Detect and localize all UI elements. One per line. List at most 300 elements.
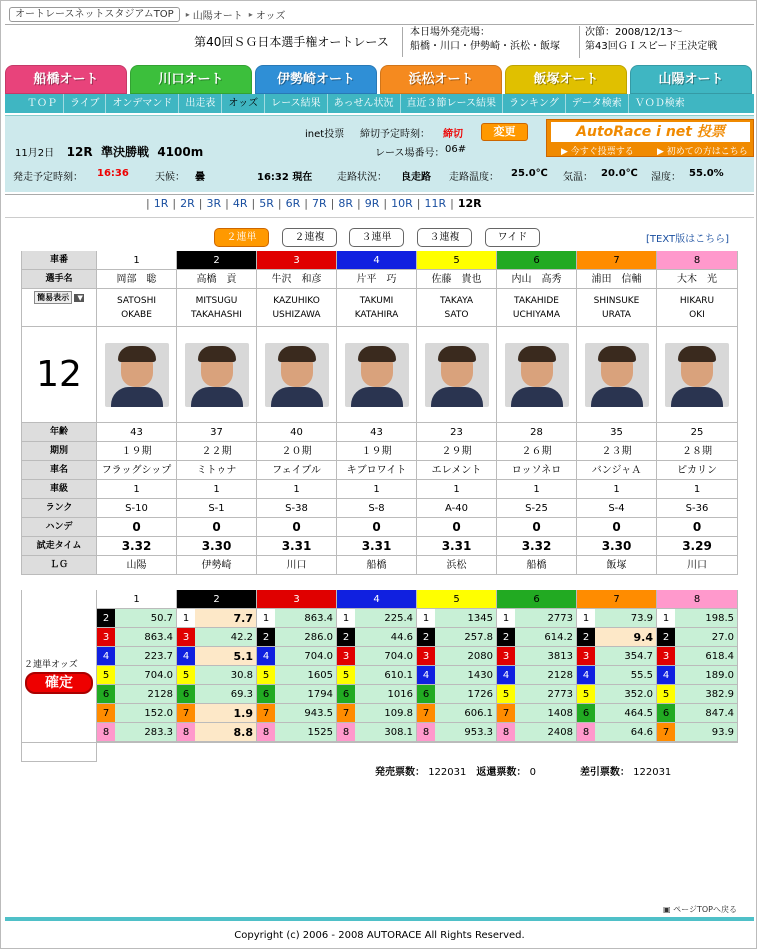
offsite-sales-label: 本日場外発売場： xyxy=(410,27,490,38)
odds-cell[interactable] xyxy=(417,666,497,685)
table-row-lg xyxy=(21,556,738,575)
current-time: 16:32 現在 xyxy=(257,172,313,183)
odds-value: 606.1 xyxy=(435,704,496,722)
odds-value: 50.7 xyxy=(115,609,176,627)
rider-7-name: 浦田 信輔 xyxy=(577,270,657,289)
odds-second-number: 5 xyxy=(97,666,115,684)
venue-tab-6[interactable]: 山陽オート xyxy=(630,65,752,94)
race-nav-separator: | xyxy=(330,197,335,210)
odds-cell[interactable] xyxy=(97,685,177,704)
race-nav-separator: | xyxy=(304,197,308,210)
race-nav-5R[interactable]: 5R xyxy=(259,197,274,210)
odds-value: 42.2 xyxy=(195,628,256,646)
row-label-roma xyxy=(21,289,97,327)
rider-1-cls: 1 xyxy=(97,480,177,499)
odds-cell[interactable] xyxy=(657,666,738,685)
rider-7-rank: S-4 xyxy=(577,499,657,518)
rider-4-photo xyxy=(337,327,417,423)
menu-item-3[interactable]: オンデマンド xyxy=(105,94,178,113)
odds-value: 863.4 xyxy=(115,628,176,646)
odds-cell[interactable] xyxy=(337,628,417,647)
row-label-trial: 試走タイム xyxy=(21,537,97,556)
odds-cell[interactable] xyxy=(497,685,577,704)
rider-4-age: 43 xyxy=(337,423,417,442)
odds-cell[interactable] xyxy=(577,666,657,685)
rider-roman-last: TAKAHASHI xyxy=(191,310,242,320)
rider-roman-first: HIKARU xyxy=(679,296,715,306)
odds-cell[interactable] xyxy=(417,685,497,704)
odds-cell[interactable] xyxy=(97,647,177,666)
race-nav-10R[interactable]: 10R xyxy=(391,197,413,210)
rider-3-rank: S-38 xyxy=(257,499,337,518)
rider-8-roma xyxy=(657,289,738,327)
odds-cell[interactable] xyxy=(497,666,577,685)
rider-8-cls: 1 xyxy=(657,480,738,499)
rider-2-term: ２２期 xyxy=(177,442,257,461)
odds-cell[interactable] xyxy=(577,723,657,742)
odds-cell[interactable] xyxy=(657,628,738,647)
odds-cell[interactable] xyxy=(417,704,497,723)
rider-8-name: 大木 光 xyxy=(657,270,738,289)
odds-second-number: 2 xyxy=(337,628,355,646)
odds-value: 704.0 xyxy=(115,666,176,684)
race-nav-9R[interactable]: 9R xyxy=(364,197,380,210)
net-count: 差引票数： 122031 xyxy=(579,767,672,778)
menu-item-9[interactable]: ランキング xyxy=(502,94,565,113)
rider-2-handi: 0 xyxy=(177,518,257,537)
row-label-handi: ハンデ xyxy=(21,518,97,537)
venue-tab-2[interactable]: 川口オート xyxy=(130,65,252,94)
menu-item-6[interactable]: レース結果 xyxy=(264,94,327,113)
divider xyxy=(5,194,754,195)
rider-6-handi: 0 xyxy=(497,518,577,537)
rider-7-age: 35 xyxy=(577,423,657,442)
row-label-photo xyxy=(21,327,97,423)
odds-second-number: 2 xyxy=(257,628,275,646)
start-time-value: 16:36 xyxy=(97,168,129,179)
rider-1-name: 岡部 聡 xyxy=(97,270,177,289)
odds-cell[interactable] xyxy=(257,685,337,704)
rider-roman-first: SATOSHI xyxy=(116,296,157,306)
rider-photo xyxy=(585,343,649,407)
rider-2-roma xyxy=(177,289,257,327)
banner-title: AutoRace i net 投票 xyxy=(551,122,750,142)
odds-row xyxy=(97,723,757,742)
race-nav-3R[interactable]: 3R xyxy=(206,197,222,210)
odds-cell[interactable] xyxy=(337,704,417,723)
rider-2-name: 高橋 貢 xyxy=(177,270,257,289)
rider-roman-last: OKABE xyxy=(121,310,152,320)
rider-5-handi: 0 xyxy=(417,518,497,537)
weather-label: 天候： xyxy=(155,172,185,183)
odds-cell[interactable] xyxy=(97,704,177,723)
rider-3-bike: フェイブル xyxy=(257,461,337,480)
menu-item-8[interactable]: 直近３節レース結果 xyxy=(400,94,503,113)
odds-value: 223.7 xyxy=(115,647,176,665)
odds-second-number: 4 xyxy=(177,647,195,665)
race-number: 12R xyxy=(66,145,93,159)
odds-value: 44.6 xyxy=(355,628,416,646)
odds-value: 863.4 xyxy=(275,609,336,627)
odds-cell[interactable] xyxy=(657,647,738,666)
odds-second-number: 5 xyxy=(577,685,595,703)
odds-cell[interactable] xyxy=(337,685,417,704)
rider-photo xyxy=(505,343,569,407)
table-row-cls xyxy=(21,480,738,499)
rider-5-bike: エレメント xyxy=(417,461,497,480)
odds-value: 382.9 xyxy=(675,685,737,703)
race-nav-2R[interactable]: 2R xyxy=(180,197,195,210)
odds-second-number: 6 xyxy=(577,704,595,722)
weather-value: 曇 xyxy=(195,172,205,183)
menu-item-1[interactable]: ＴＯＰ xyxy=(27,98,57,109)
odds-value: 1525 xyxy=(275,723,336,741)
odds-second-number: 4 xyxy=(497,666,515,684)
odds-value: 27.0 xyxy=(675,628,737,646)
odds-cell[interactable] xyxy=(657,704,738,723)
humidity-label: 湿度： xyxy=(651,172,681,183)
odds-cell[interactable] xyxy=(417,647,497,666)
odds-cell[interactable] xyxy=(177,628,257,647)
odds-row xyxy=(97,704,757,723)
rider-4-cls: 1 xyxy=(337,480,417,499)
venue-tab-5[interactable]: 飯塚オート xyxy=(505,65,627,94)
breadcrumb-venue[interactable]: 山陽オート xyxy=(192,10,243,22)
inet-vote-banner[interactable] xyxy=(546,119,754,157)
page-top-link[interactable]: ▣ ページTOPへ戻る xyxy=(663,905,737,914)
odds-value: 618.4 xyxy=(675,647,737,665)
race-nav-1R[interactable]: 1R xyxy=(153,197,169,210)
rider-2-bike: ミトゥナ xyxy=(177,461,257,480)
track-value: 良走路 xyxy=(401,172,431,183)
odds-header-4: 4 xyxy=(337,590,417,609)
track-label: 走路状況： xyxy=(337,172,387,183)
odds-cell[interactable] xyxy=(497,723,577,742)
odds-second-number: 8 xyxy=(97,723,115,741)
odds-cell[interactable] xyxy=(337,609,417,628)
next-series-name: 第43回ＧＩスピード王決定戦 xyxy=(585,41,718,52)
odds-second-number: 2 xyxy=(497,628,515,646)
rider-6-photo xyxy=(497,327,577,423)
sales-count: 発売票数： 122031 xyxy=(375,767,467,778)
race-nav-4R[interactable]: 4R xyxy=(232,197,248,210)
odds-cell[interactable] xyxy=(97,609,177,628)
odds-cell[interactable] xyxy=(257,647,337,666)
race-nav-separator: | xyxy=(357,197,361,210)
odds-cell[interactable] xyxy=(417,609,497,628)
race-distance: 4100m xyxy=(157,145,204,159)
rider-7-photo xyxy=(577,327,657,423)
row-label-rank: ランク xyxy=(21,499,97,518)
odds-second-number: 8 xyxy=(337,723,355,741)
odds-value: 198.5 xyxy=(675,609,737,627)
bet-type-button-1[interactable]: ２連単 xyxy=(214,228,269,247)
rider-photo xyxy=(105,343,169,407)
rider-photo xyxy=(185,343,249,407)
odds-value: 152.0 xyxy=(115,704,176,722)
bet-type-button-3[interactable]: ３連単 xyxy=(349,228,404,247)
odds-second-number: 1 xyxy=(497,609,515,627)
odds-cell[interactable] xyxy=(497,704,577,723)
odds-second-number: 1 xyxy=(177,609,195,627)
rider-roman-first: KAZUHIKO xyxy=(273,296,320,306)
row-label-cls: 車級 xyxy=(21,480,97,499)
table-row-trial xyxy=(21,537,738,556)
start-time-label: 発走予定時刻： xyxy=(13,172,83,183)
odds-cell[interactable] xyxy=(177,685,257,704)
odds-cell[interactable] xyxy=(497,647,577,666)
odds-cell[interactable] xyxy=(657,723,738,742)
rider-1-num: 1 xyxy=(97,251,177,270)
odds-second-number: 7 xyxy=(97,704,115,722)
race-nav-12R[interactable]: 12R xyxy=(457,197,482,210)
race-series-title: 第40回ＳＧ日本選手権オートレース xyxy=(181,27,403,57)
odds-cell[interactable] xyxy=(257,666,337,685)
odds-second-number: 3 xyxy=(577,647,595,665)
odds-value: 189.0 xyxy=(675,666,737,684)
breadcrumb xyxy=(9,6,285,22)
rider-1-lg: 山陽 xyxy=(97,556,177,575)
rider-photo xyxy=(345,343,409,407)
table-row-photo xyxy=(21,327,738,423)
odds-cell[interactable] xyxy=(177,647,257,666)
odds-value: 610.1 xyxy=(355,666,416,684)
breadcrumb-home-link[interactable]: オートレースネットスタジアムTOP xyxy=(9,7,180,22)
rider-1-handi: 0 xyxy=(97,518,177,537)
odds-cell[interactable] xyxy=(177,609,257,628)
odds-second-number: 3 xyxy=(177,628,195,646)
odds-cell[interactable] xyxy=(337,723,417,742)
rider-roman-last: URATA xyxy=(602,310,631,320)
rider-2-cls: 1 xyxy=(177,480,257,499)
odds-cell[interactable] xyxy=(497,628,577,647)
race-nav-separator: | xyxy=(450,197,454,210)
divider xyxy=(5,24,754,25)
banner-first-time-link[interactable]: ▶ 初めての方はこちら xyxy=(657,147,748,157)
rider-3-name: 牛沢 和彦 xyxy=(257,270,337,289)
race-nav-separator: | xyxy=(383,197,388,210)
confirmed-badge: 確定 xyxy=(25,672,93,694)
odds-cell[interactable] xyxy=(257,628,337,647)
rider-6-lg: 船橋 xyxy=(497,556,577,575)
race-nav-11R[interactable]: 11R xyxy=(424,197,447,210)
odds-cell[interactable] xyxy=(577,704,657,723)
deadline-value: 締切 xyxy=(443,129,463,140)
rider-5-cls: 1 xyxy=(417,480,497,499)
rider-3-photo xyxy=(257,327,337,423)
odds-value: 8.8 xyxy=(195,723,256,741)
odds-value: 93.9 xyxy=(675,723,737,741)
odds-cell[interactable] xyxy=(577,609,657,628)
rider-3-cls: 1 xyxy=(257,480,337,499)
race-nav-7R[interactable]: 7R xyxy=(311,197,327,210)
banner-vote-link[interactable]: ▶ 今すぐ投票する xyxy=(561,147,634,157)
rider-roman-first: SHINSUKE xyxy=(593,296,640,306)
table-row-roma xyxy=(21,289,738,327)
rider-6-age: 28 xyxy=(497,423,577,442)
odds-value: 704.0 xyxy=(355,647,416,665)
venue-tab-3[interactable]: 伊勢崎オート xyxy=(255,65,377,94)
odds-second-number: 5 xyxy=(177,666,195,684)
entry-table xyxy=(21,251,738,761)
odds-value: 257.8 xyxy=(435,628,496,646)
odds-value: 1430 xyxy=(435,666,496,684)
race-nav-separator: | xyxy=(198,197,203,210)
rider-5-name: 佐藤 貴也 xyxy=(417,270,497,289)
race-nav-separator: | xyxy=(416,197,421,210)
race-nav-6R[interactable]: 6R xyxy=(285,197,301,210)
odds-value: 953.3 xyxy=(435,723,496,741)
odds-value: 1726 xyxy=(435,685,496,703)
odds-second-number: 7 xyxy=(337,704,355,722)
odds-second-number: 4 xyxy=(657,666,675,684)
menu-item-10[interactable]: データ検索 xyxy=(565,94,628,113)
text-version-link[interactable]: [TEXT版はこちら] xyxy=(646,234,730,245)
row-label-age: 年齢 xyxy=(21,423,97,442)
odds-cell[interactable] xyxy=(577,647,657,666)
odds-header-1: 1 xyxy=(97,590,177,609)
ticket-counts xyxy=(375,763,671,778)
bet-type-button-4[interactable]: ３連複 xyxy=(417,228,472,247)
rider-7-roma xyxy=(577,289,657,327)
track-temp-value: 25.0℃ xyxy=(511,168,548,179)
odds-second-number: 1 xyxy=(577,609,595,627)
odds-cell[interactable] xyxy=(97,723,177,742)
odds-cell[interactable] xyxy=(257,704,337,723)
venue-tab-4[interactable]: 浜松オート xyxy=(380,65,502,94)
odds-second-number: 8 xyxy=(177,723,195,741)
copyright: Copyright (c) 2006 - 2008 AUTORACE All Rights Reserved. xyxy=(234,930,525,941)
odds-value: 225.4 xyxy=(355,609,416,627)
race-nav-separator: | xyxy=(225,197,229,210)
rider-1-roma xyxy=(97,289,177,327)
odds-value: 109.8 xyxy=(355,704,416,722)
odds-second-number: 8 xyxy=(577,723,595,741)
odds-cell[interactable] xyxy=(257,723,337,742)
odds-second-number: 5 xyxy=(657,685,675,703)
menu-item-7[interactable]: あっせん状況 xyxy=(327,94,400,113)
race-nav-8R[interactable]: 8R xyxy=(338,197,353,210)
rider-6-roma xyxy=(497,289,577,327)
odds-header-8: 8 xyxy=(657,590,738,609)
odds-cell[interactable] xyxy=(337,647,417,666)
rider-8-trial: 3.29 xyxy=(657,537,738,556)
rider-1-term: １９期 xyxy=(97,442,177,461)
odds-cell[interactable] xyxy=(657,685,738,704)
venue-menu xyxy=(5,94,754,113)
odds-cell[interactable] xyxy=(97,666,177,685)
menu-item-11[interactable]: ＶＯＤ検索 xyxy=(628,94,691,113)
race-number-nav xyxy=(146,197,486,213)
race-nav-separator: | xyxy=(251,197,256,210)
rider-7-trial: 3.30 xyxy=(577,537,657,556)
odds-cell[interactable] xyxy=(497,609,577,628)
rider-5-num: 5 xyxy=(417,251,497,270)
chevron-down-icon[interactable]: ▼ xyxy=(75,294,83,302)
rider-2-rank: S-1 xyxy=(177,499,257,518)
next-series-info xyxy=(585,26,755,58)
odds-cell[interactable] xyxy=(577,685,657,704)
rider-roman-first: MITSUGU xyxy=(195,296,238,306)
odds-cell[interactable] xyxy=(657,609,738,628)
footer-divider xyxy=(5,917,754,921)
rider-photo xyxy=(425,343,489,407)
menu-item-2[interactable]: ライブ xyxy=(63,94,105,113)
odds-second-number: 6 xyxy=(337,685,355,703)
odds-value: 73.9 xyxy=(595,609,656,627)
odds-value: 1408 xyxy=(515,704,576,722)
odds-value: 352.0 xyxy=(595,685,656,703)
odds-value: 30.8 xyxy=(195,666,256,684)
odds-value: 1794 xyxy=(275,685,336,703)
odds-cell[interactable] xyxy=(177,723,257,742)
rider-roman-first: TAKAYA xyxy=(439,296,474,306)
rider-4-term: １９期 xyxy=(337,442,417,461)
bet-type-button-2[interactable]: ２連複 xyxy=(282,228,337,247)
odds-cell[interactable] xyxy=(417,628,497,647)
rider-4-num: 4 xyxy=(337,251,417,270)
rider-1-rank: S-10 xyxy=(97,499,177,518)
breadcrumb-arrow-icon: ▸ xyxy=(185,9,190,19)
odds-header-3: 3 xyxy=(257,590,337,609)
menu-item-5[interactable]: オッズ xyxy=(221,94,264,113)
change-button[interactable]: 変更 xyxy=(481,123,528,141)
odds-value: 2128 xyxy=(515,666,576,684)
odds-cell[interactable] xyxy=(177,666,257,685)
odds-cell[interactable] xyxy=(97,628,177,647)
odds-cell[interactable] xyxy=(177,704,257,723)
race-nav-separator: | xyxy=(146,197,150,210)
breadcrumb-current: オッズ xyxy=(255,10,286,22)
rider-7-cls: 1 xyxy=(577,480,657,499)
simple-view-select[interactable]: 簡易表示 xyxy=(34,291,72,304)
odds-cell[interactable] xyxy=(257,609,337,628)
rider-3-handi: 0 xyxy=(257,518,337,537)
odds-second-number: 4 xyxy=(417,666,435,684)
venue-tab-1[interactable]: 船橋オート xyxy=(5,65,127,94)
odds-cell[interactable] xyxy=(417,723,497,742)
menu-item-4[interactable]: 出走表 xyxy=(178,94,221,113)
odds-second-number: 2 xyxy=(417,628,435,646)
rider-8-handi: 0 xyxy=(657,518,738,537)
rider-1-photo xyxy=(97,327,177,423)
odds-second-number: 3 xyxy=(657,647,675,665)
odds-header-7: 7 xyxy=(577,590,657,609)
table-row-age xyxy=(21,423,738,442)
odds-value: 2080 xyxy=(435,647,496,665)
place-value: 06# xyxy=(445,144,467,155)
odds-header-row xyxy=(21,590,738,609)
rider-7-lg: 飯塚 xyxy=(577,556,657,575)
odds-cell[interactable] xyxy=(577,628,657,647)
odds-bottom-border xyxy=(21,742,738,743)
odds-second-number: 1 xyxy=(257,609,275,627)
odds-value: 283.3 xyxy=(115,723,176,741)
odds-cell[interactable] xyxy=(337,666,417,685)
rider-4-lg: 船橋 xyxy=(337,556,417,575)
odds-second-number: 5 xyxy=(337,666,355,684)
rider-4-trial: 3.31 xyxy=(337,537,417,556)
rider-5-trial: 3.31 xyxy=(417,537,497,556)
row-label-lg: ＬＧ xyxy=(21,556,97,575)
bet-type-button-5[interactable]: ワイド xyxy=(485,228,540,247)
rider-4-bike: キブロワイト xyxy=(337,461,417,480)
rider-3-roma xyxy=(257,289,337,327)
odds-second-number: 1 xyxy=(337,609,355,627)
rider-3-trial: 3.31 xyxy=(257,537,337,556)
rider-7-handi: 0 xyxy=(577,518,657,537)
odds-value: 5.1 xyxy=(195,647,256,665)
